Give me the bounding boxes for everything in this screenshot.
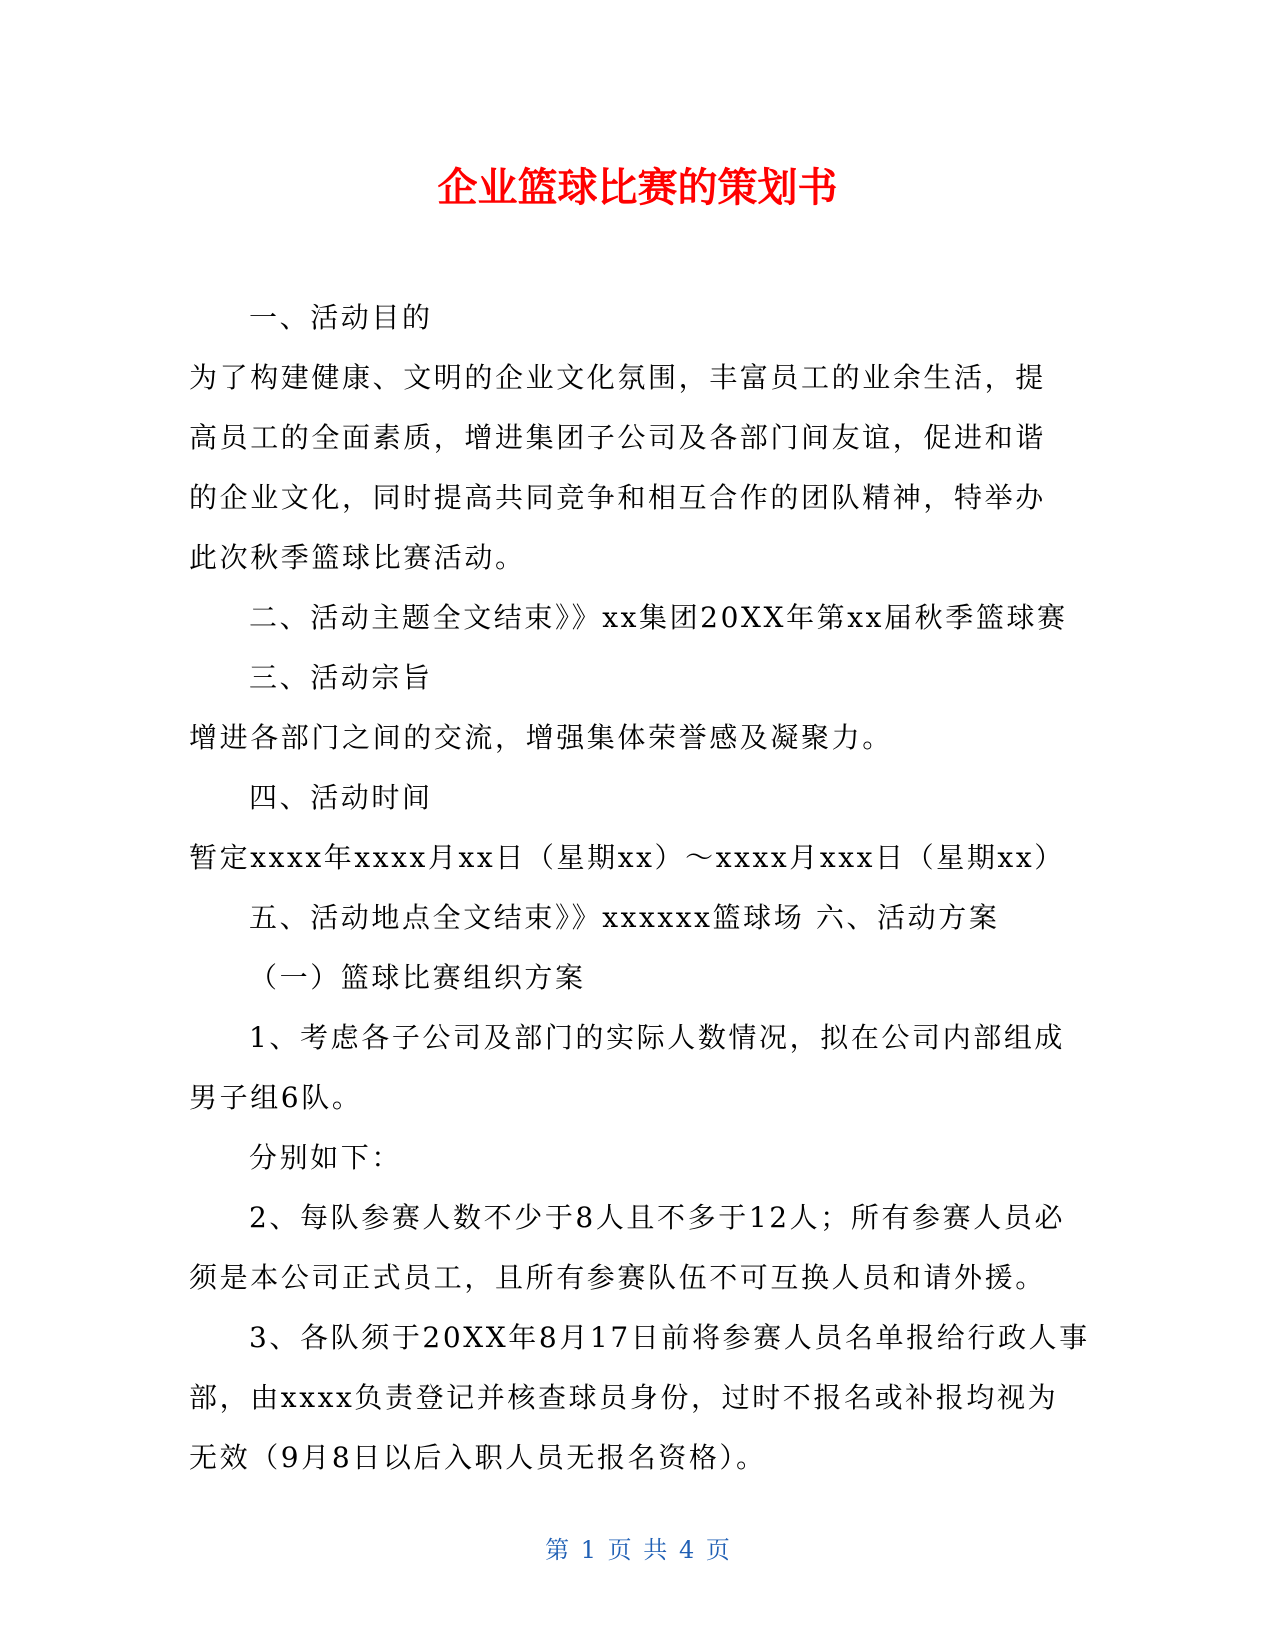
paragraph-line: 无效（9月8日以后入职人员无报名资格）。 [189,1441,767,1474]
paragraph-line: 为了构建健康、文明的企业文化氛围，丰富员工的业余生活，提 [189,361,1046,394]
paragraph-line: 3、各队须于20XX年8月17日前将参赛人员名单报给行政人事 [249,1321,1090,1354]
section-heading-aim: 三、活动宗旨 [249,661,433,694]
paragraph-line: 增进各部门之间的交流，增强集体荣誉感及凝聚力。 [189,721,893,754]
paragraph-line: 此次秋季篮球比赛活动。 [189,541,526,574]
paragraph-line: 2、每队参赛人数不少于8人且不多于12人；所有参赛人员必 [249,1201,1066,1234]
section-heading-time: 四、活动时间 [249,781,433,814]
page-number-footer: 第 1 页 共 4 页 [545,1536,730,1564]
paragraph-line: 部，由xxxx负责登记并核查球员身份，过时不报名或补报均视为 [189,1381,1059,1414]
section-heading-purpose: 一、活动目的 [249,301,433,334]
paragraph-line: 男子组6队。 [189,1081,363,1114]
paragraph-line: 的企业文化，同时提高共同竞争和相互合作的团队精神，特举办 [189,481,1046,514]
section-heading-theme: 二、活动主题全文结束》》xx集团20XX年第xx届秋季篮球赛 [249,601,1068,634]
document-title: 企业篮球比赛的策划书 [437,165,838,211]
paragraph-line: 须是本公司正式员工，且所有参赛队伍不可互换人员和请外援。 [189,1261,1046,1294]
paragraph-line: 1、考虑各子公司及部门的实际人数情况，拟在公司内部组成 [249,1021,1066,1054]
subsection-heading-organization: （一）篮球比赛组织方案 [249,961,586,994]
paragraph-line: 分别如下： [249,1141,403,1174]
document-body [189,288,1089,1488]
paragraph-line: 暂定xxxx年xxxx月xx日（星期xx）～xxxx月xxx日（星期xx） [189,841,1065,874]
section-heading-location: 五、活动地点全文结束》》xxxxxx篮球场 六、活动方案 [249,901,1000,934]
paragraph-line: 高员工的全面素质，增进集团子公司及各部门间友谊，促进和谐 [189,421,1046,454]
